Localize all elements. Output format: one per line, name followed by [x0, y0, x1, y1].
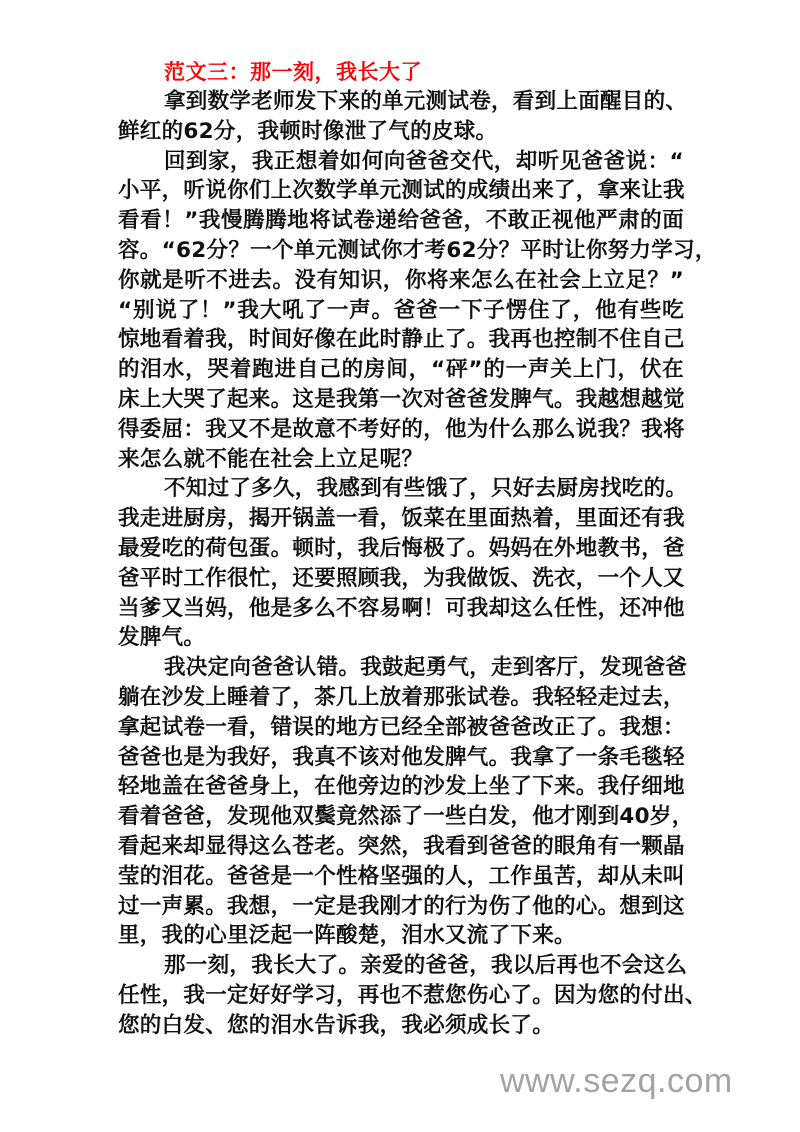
document-page — [118, 57, 717, 1041]
text-line: 鲜红的62分，我顿时像泄了气的皮球。 — [118, 118, 498, 144]
text-line: 发脾气。 — [118, 625, 206, 651]
text-line: 爸爸也是为我好，我真不该对他发脾气。我拿了一条毛毯轻 — [118, 744, 685, 770]
text-line: 床上大哭了起来。这是我第一次对爸爸发脾气。我越想越觉 — [118, 386, 685, 412]
text-line: 看看！”我慢腾腾地将试卷递给爸爸，不敢正视他严肃的面 — [118, 208, 684, 234]
text-line: 小平，听说你们上次数学单元测试的成绩出来了，拿来让我 — [118, 178, 685, 204]
text-line: 的泪水，哭着跑进自己的房间，“砰”的一声关上门，伏在 — [118, 357, 684, 383]
text-line: 轻地盖在爸爸身上，在他旁边的沙发上坐了下来。我仔细地 — [118, 774, 685, 800]
site-watermark: www.sezq.com — [500, 1062, 733, 1100]
text-line: 过一声累。我想，一定是我刚才的行为伤了他的心。想到这 — [118, 893, 685, 919]
text-line: 那一刻，我长大了。亲爱的爸爸，我以后再也不会这么 — [164, 953, 688, 979]
essay-title: 范文三：那一刻，我长大了 — [164, 60, 422, 84]
text-line: 你就是听不进去。没有知识，你将来怎么在社会上立足？” — [118, 267, 684, 293]
text-line: “别说了！”我大吼了一声。爸爸一下子愣住了，他有些吃 — [118, 297, 684, 323]
text-line: 惊地看着我，时间好像在此时静止了。我再也控制不住自己 — [118, 327, 685, 353]
text-line: 回到家，我正想着如何向爸爸交代，却听见爸爸说：“ — [164, 148, 684, 174]
text-line: 您的白发、您的泪水告诉我，我必须成长了。 — [118, 1012, 555, 1038]
text-line: 看着爸爸，发现他双鬓竟然添了一些白发，他才刚到40岁， — [118, 804, 694, 830]
text-line: 容。“62分？一个单元测试你才考62分？平时让你努力学习， — [118, 237, 717, 263]
text-line: 我走进厨房，揭开锅盖一看，饭菜在里面热着，里面还有我 — [118, 506, 685, 532]
text-line: 任性，我一定好好学习，再也不惹您伤心了。因为您的付出、 — [118, 982, 707, 1008]
text-line: 得委屈：我又不是故意不考好的，他为什么那么说我？我将 — [118, 416, 685, 442]
paragraph-3 — [118, 474, 688, 653]
text-line: 来怎么就不能在社会上立足呢？ — [118, 446, 424, 472]
text-line: 不知过了多久，我感到有些饿了，只好去厨房找吃的。 — [164, 476, 688, 502]
text-line: 里，我的心里泛起一阵酸楚，泪水又流了下来。 — [118, 923, 576, 949]
text-line: 爸平时工作很忙，还要照顾我，为我做饭、洗衣，一个人又 — [118, 565, 685, 591]
text-line: 我决定向爸爸认错。我鼓起勇气，走到客厅，发现爸爸 — [164, 655, 688, 681]
text-line: 看起来却显得这么苍老。突然，我看到爸爸的眼角有一颗晶 — [118, 833, 685, 859]
paragraph-4 — [118, 653, 694, 951]
text-line: 拿到数学老师发下来的单元测试卷，看到上面醒目的、 — [164, 89, 688, 114]
text-line: 躺在沙发上睡着了，茶几上放着那张试卷。我轻轻走过去， — [118, 684, 685, 710]
paragraph-2 — [118, 147, 717, 475]
paragraph-1 — [118, 87, 688, 147]
text-line: 莹的泪花。爸爸是一个性格坚强的人，工作虽苦，却从未叫 — [118, 863, 685, 889]
text-line: 拿起试卷一看，错误的地方已经全部被爸爸改正了。我想： — [118, 714, 685, 740]
text-line: 当爹又当妈，他是多么不容易啊！可我却这么任性，还冲他 — [118, 595, 685, 621]
text-line: 最爱吃的荷包蛋。顿时，我后悔极了。妈妈在外地教书，爸 — [118, 535, 685, 561]
paragraph-5 — [118, 951, 707, 1040]
